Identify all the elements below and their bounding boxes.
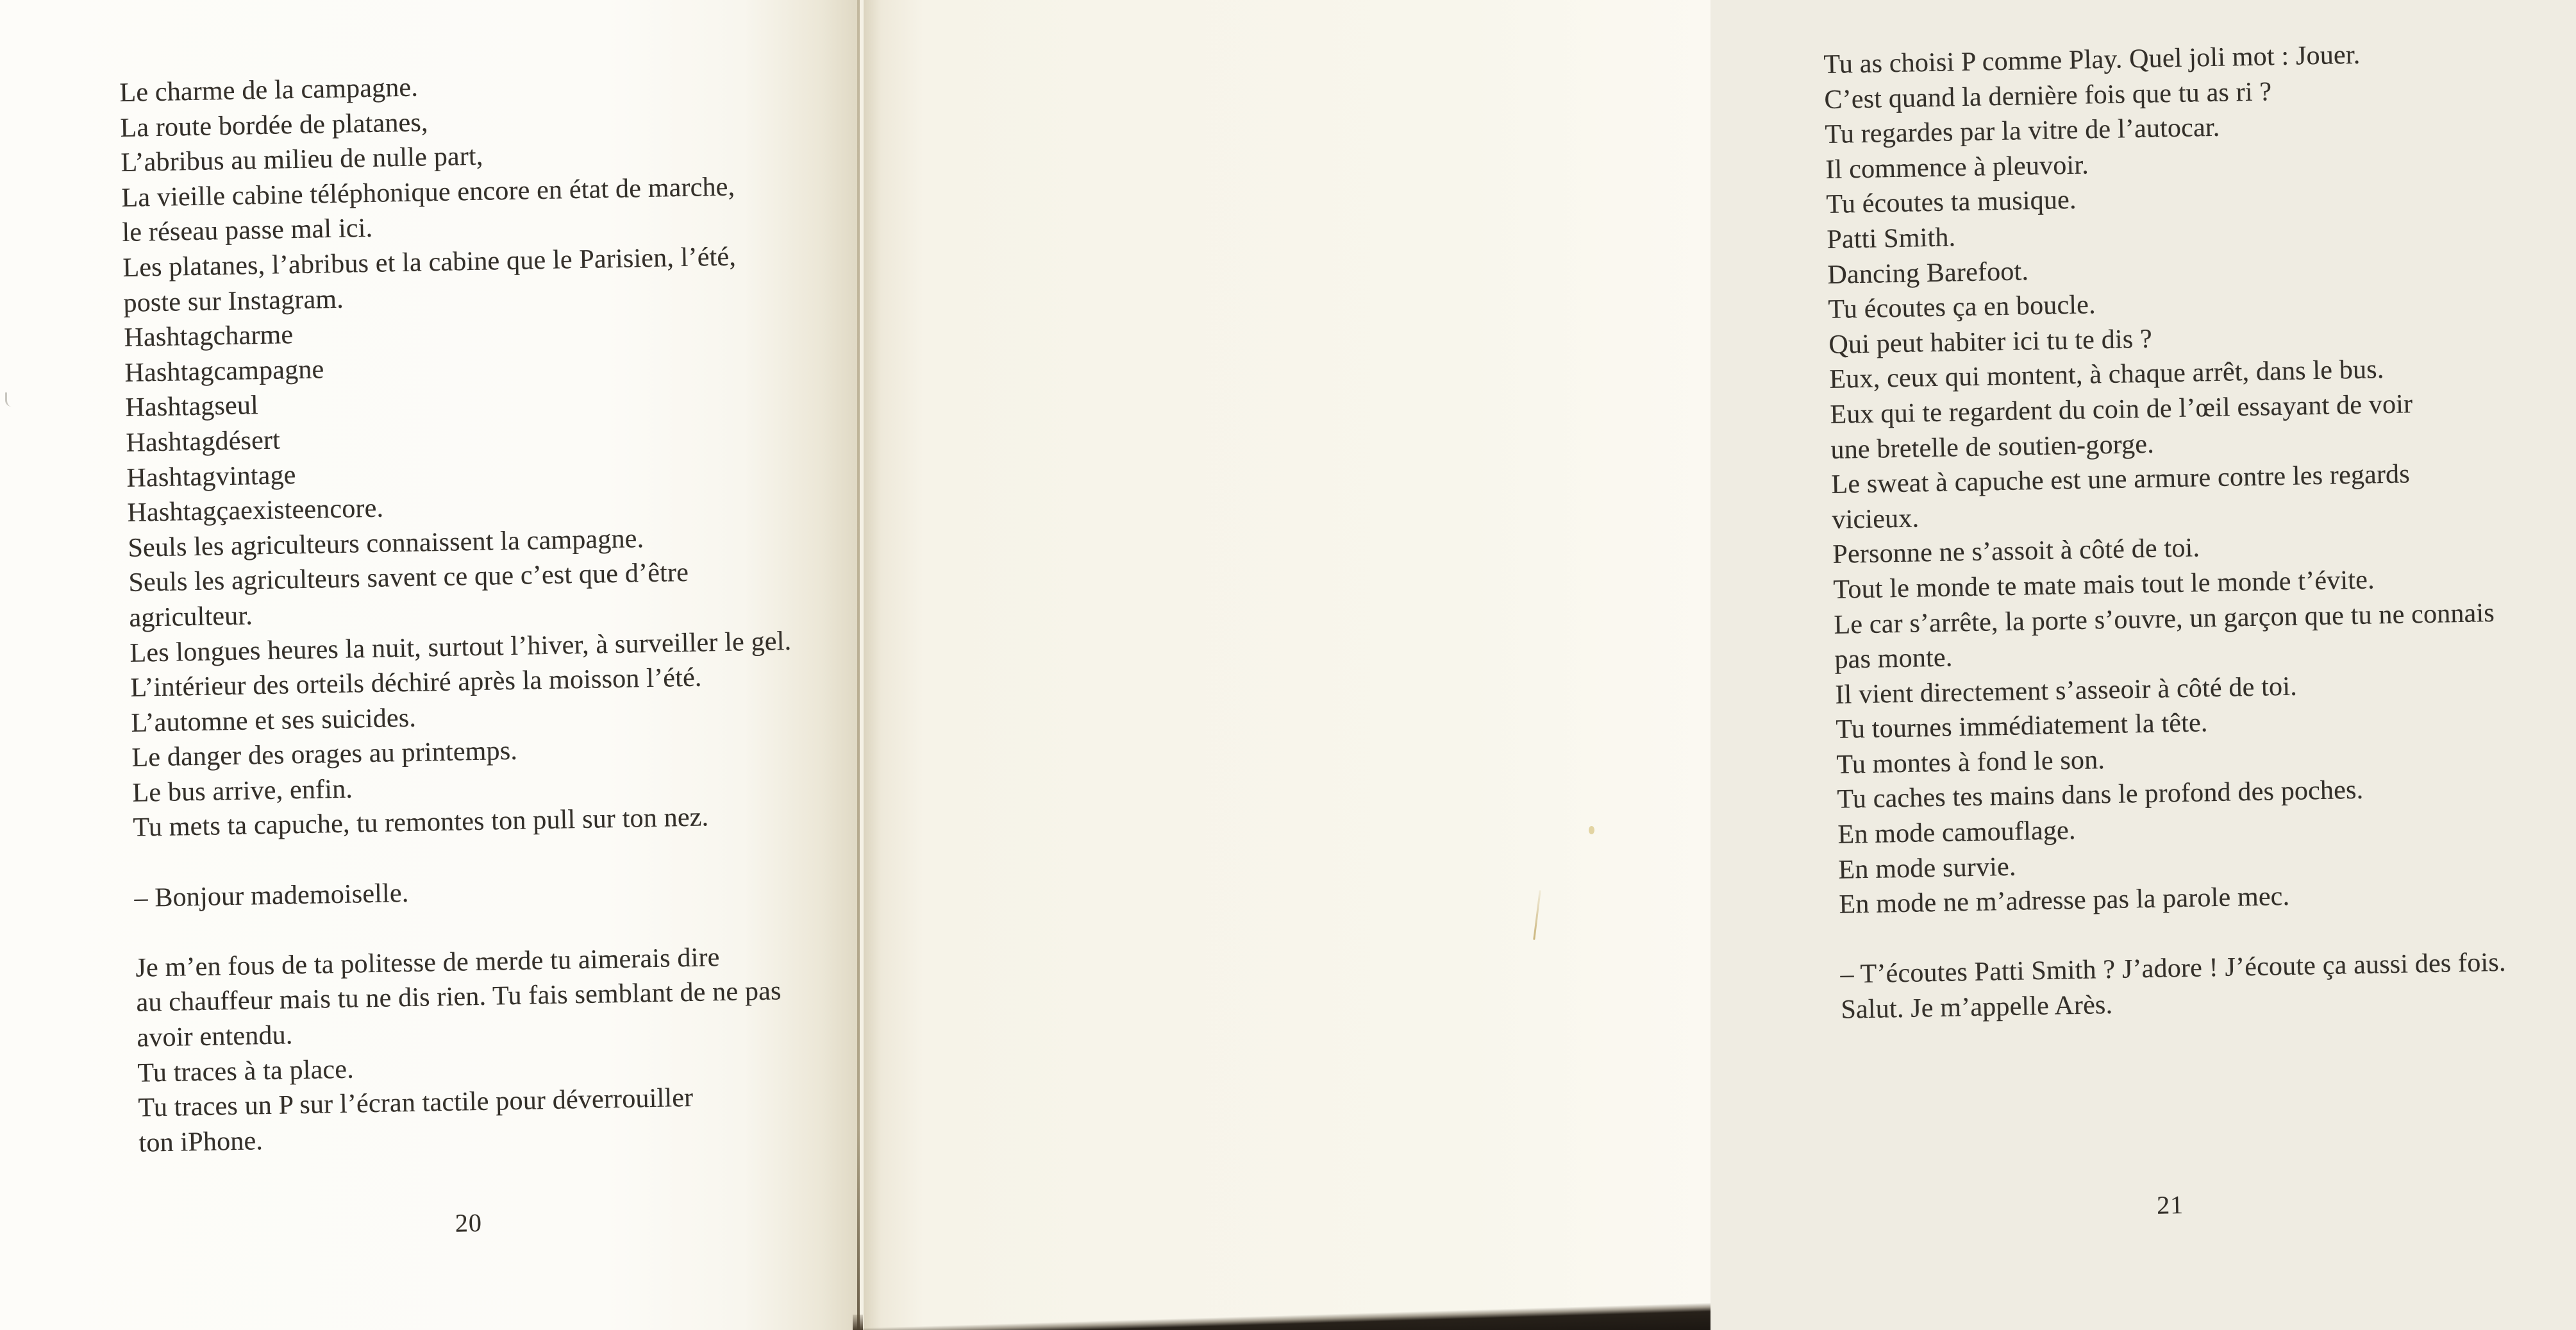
text-line: Hashtagdésert (126, 425, 281, 458)
text-line: ton iPhone. (138, 1125, 263, 1158)
gutter-fold-highlight (860, 0, 864, 1330)
left-page (0, 0, 864, 1330)
text-line: Tu regardes par la vitre de l’autocar. (1825, 112, 2220, 150)
text-line: Eux qui te regardent du coin de l’œil essayant de voir (1830, 389, 2413, 430)
text-line: Le charme de la campagne. (119, 72, 419, 108)
text-line: L’abribus au milieu de nulle part, (121, 141, 483, 178)
text-line: Il vient directement s’asseoir à côté de toi. (1835, 671, 2298, 710)
text-line: Seuls les agriculteurs savent ce que c’est que d’être (128, 558, 689, 598)
text-line: Seuls les agriculteurs connaissent la campagne. (128, 523, 644, 563)
right-page (864, 0, 2506, 1330)
text-line: Tu tournes immédiatement la tête. (1836, 708, 2208, 745)
text-line: Hashtagçaexisteencore. (127, 493, 384, 528)
text-line: L’automne et ses suicides. (131, 703, 417, 738)
text-line: une bretelle de soutien-gorge. (1830, 429, 2155, 465)
text-line: Eux, ceux qui montent, à chaque arrêt, dans le bus. (1829, 355, 2384, 395)
book-bottom-edge-shadow (863, 1301, 1710, 1330)
text-line: En mode survie. (1838, 852, 2016, 885)
text-line: – T’écoutes Patti Smith ? J’adore ! J’écoute ça aussi des fois. (1840, 948, 2506, 990)
text-line: Le bus arrive, enfin. (132, 774, 353, 808)
text-line: Je m’en fous de ta politesse de merde tu aimerais dire (135, 942, 720, 983)
text-line: vicieux. (1832, 503, 1919, 535)
text-line: le réseau passe mal ici. (122, 214, 373, 248)
text-line: La route bordée de platanes, (120, 107, 429, 143)
text-line: Patti Smith. (1827, 223, 1956, 255)
text-line: Il commence à pleuvoir. (1825, 150, 2089, 185)
text-line: Tu écoutes ta musique. (1826, 185, 2077, 220)
text-line: Hashtagcharme (124, 320, 294, 353)
text-line: Personne ne s’assoit à côté de toi. (1832, 533, 2200, 570)
text-line: au chauffeur mais tu ne dis rien. Tu fais semblant de ne pas (136, 976, 782, 1018)
text-line: Dancing Barefoot. (1827, 256, 2029, 290)
text-line: agriculteur. (129, 601, 253, 633)
scan-artifact-speck (1589, 826, 1594, 834)
right-page-number: 21 (2156, 1190, 2184, 1220)
gutter-bottom-shadow (853, 1315, 863, 1330)
text-line: Les platanes, l’abribus et la cabine que le Parisien, l’été, (122, 242, 737, 283)
text-line: C’est quand la dernière fois que tu as ri ? (1824, 76, 2272, 115)
text-line: Tu écoutes ça en boucle. (1828, 290, 2096, 325)
text-line: Tu caches tes mains dans le profond des poches. (1837, 775, 2364, 815)
text-line: Tu montes à fond le son. (1836, 745, 2105, 780)
left-page-text (119, 62, 871, 1243)
text-line: Hashtagvintage (126, 460, 296, 493)
text-line: Tu as choisi P comme Play. Quel joli mot : Jouer. (1823, 40, 2361, 80)
text-line: L’intérieur des orteils déchiré après la moisson l’été. (130, 662, 702, 703)
left-page-number: 20 (455, 1208, 483, 1238)
text-line: Salut. Je m’appelle Arès. (1841, 990, 2113, 1025)
text-line: Hashtagseul (125, 391, 259, 423)
text-line: En mode camouflage. (1837, 816, 2077, 850)
text-line: Le danger des orages au printemps. (131, 736, 518, 773)
text-line: poste sur Instagram. (123, 284, 344, 318)
text-line: pas monte. (1834, 643, 1953, 675)
text-line: Le sweat à capuche est une armure contre les regards (1831, 459, 2411, 500)
text-line: Tu traces à ta place. (137, 1054, 355, 1088)
text-line: Les longues heures la nuit, surtout l’hiver, à surveiller le gel. (130, 626, 792, 668)
text-line: avoir entendu. (137, 1020, 293, 1053)
text-line: Hashtagcampagne (124, 354, 324, 388)
text-line: Tout le monde te mate mais tout le monde t’évite. (1833, 565, 2375, 605)
text-line: En mode ne m’adresse pas la parole mec. (1839, 882, 2290, 920)
text-line: Tu traces un P sur l’écran tactile pour déverrouiller (138, 1083, 694, 1123)
scan-artifact-mark (5, 392, 16, 407)
text-line: – Bonjour mademoiselle. (134, 878, 409, 913)
text-line: Qui peut habiter ici tu te dis ? (1828, 324, 2153, 360)
text-line: Le car s’arrête, la porte s’ouvre, un garçon que tu ne connais (1834, 598, 2495, 640)
text-line: Tu mets ta capuche, tu remontes ton pull sur ton nez. (133, 802, 709, 843)
right-page-text (1823, 34, 2576, 1253)
text-line: La vieille cabine téléphonique encore en état de marche, (121, 172, 735, 213)
